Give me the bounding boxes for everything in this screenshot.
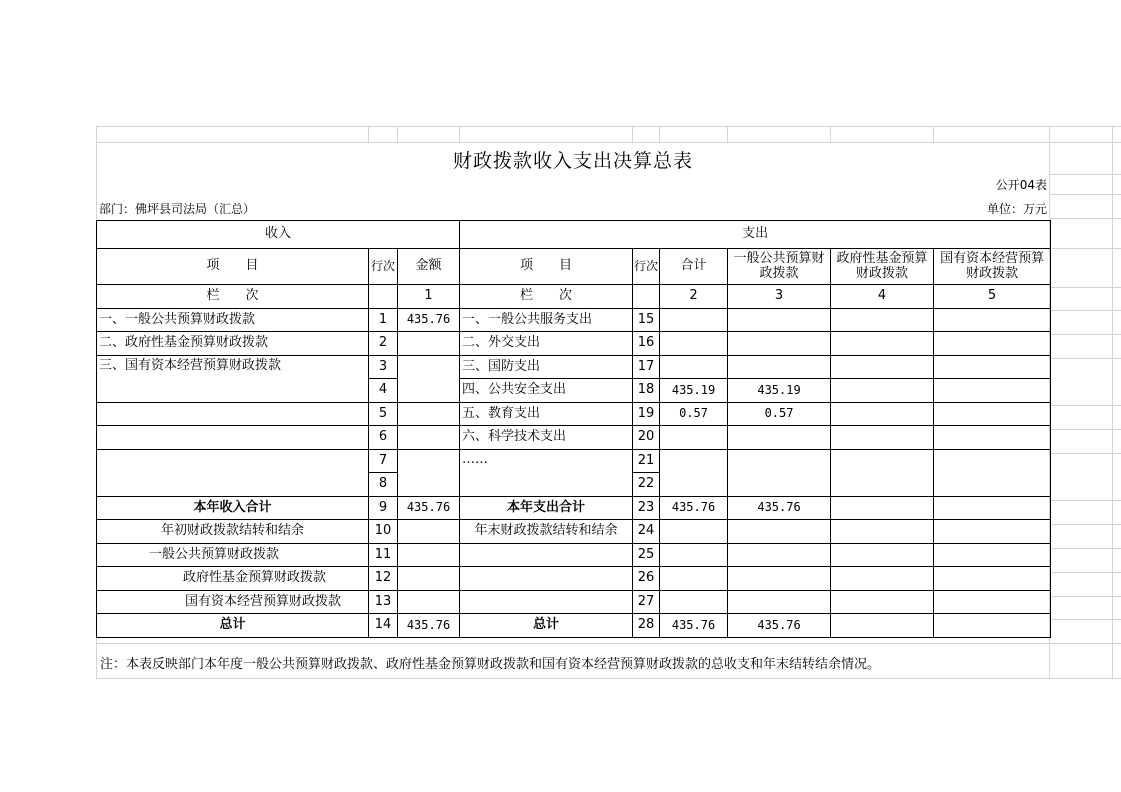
- expense-item: [460, 543, 633, 567]
- income-amount-header: 金额: [398, 249, 460, 285]
- state-capital-amount: [934, 567, 1051, 591]
- col-number: 5: [934, 285, 1051, 309]
- table-row: [97, 496, 1051, 520]
- income-line: 8: [369, 473, 398, 497]
- section-header-row: [97, 221, 1051, 249]
- state-capital-amount: [934, 355, 1051, 379]
- expense-item: 年末财政拨款结转和结余: [460, 520, 633, 544]
- expense-total: [660, 520, 728, 544]
- general-budget-amount: [728, 543, 831, 567]
- gov-fund-amount: [831, 379, 934, 403]
- expense-line-header: 行次: [633, 249, 660, 285]
- gov-fund-amount: [831, 567, 934, 591]
- state-capital-amount: [934, 449, 1051, 496]
- general-budget-amount: [728, 355, 831, 379]
- income-item: 本年收入合计: [97, 496, 369, 520]
- table-row: [97, 426, 1051, 450]
- expense-item: 四、公共安全支出: [460, 379, 633, 403]
- income-item: 政府性基金预算财政拨款: [97, 567, 369, 591]
- general-budget-amount: 435.19: [728, 379, 831, 403]
- general-budget-amount: [728, 567, 831, 591]
- state-capital-amount: [934, 590, 1051, 614]
- expense-item: ……: [460, 449, 633, 496]
- income-item: 年初财政拨款结转和结余: [97, 520, 369, 544]
- income-line: 12: [369, 567, 398, 591]
- state-capital-amount: [934, 379, 1051, 403]
- gov-fund-amount: [831, 402, 934, 426]
- expense-total: 435.76: [660, 496, 728, 520]
- state-capital-amount: [934, 332, 1051, 356]
- expense-line: 20: [633, 426, 660, 450]
- income-item-header: 项 目: [97, 249, 369, 285]
- column-number-row: [97, 285, 1051, 309]
- income-item: 总计: [97, 614, 369, 638]
- state-capital-amount: [934, 402, 1051, 426]
- gov-fund-amount: [831, 355, 934, 379]
- income-line: 9: [369, 496, 398, 520]
- expense-item: [460, 590, 633, 614]
- income-item: 二、政府性基金预算财政拨款: [97, 332, 369, 356]
- footnote: 注：本表反映部门本年度一般公共预算财政拨款、政府性基金预算财政拨款和国有资本经营预算财政拨款的总收支和年末结转结余情况。: [100, 657, 881, 672]
- income-amount: [398, 402, 460, 426]
- table-row: [97, 590, 1051, 614]
- general-budget-amount: 435.76: [728, 614, 831, 638]
- form-number: 公开04表: [995, 178, 1047, 192]
- empty-cell: [369, 285, 398, 309]
- expense-item-header: 项 目: [460, 249, 633, 285]
- income-line: 3: [369, 355, 398, 379]
- table-row: [97, 355, 1051, 379]
- gov-fund-amount: [831, 543, 934, 567]
- expense-total: 435.19: [660, 379, 728, 403]
- general-budget-amount: [728, 590, 831, 614]
- income-amount: 435.76: [398, 614, 460, 638]
- expense-item: 总计: [460, 614, 633, 638]
- expense-total: 0.57: [660, 402, 728, 426]
- gov-fund-amount: [831, 449, 934, 496]
- col-label-income: 栏 次: [97, 285, 369, 309]
- income-amount: [398, 332, 460, 356]
- general-budget-amount: [728, 426, 831, 450]
- expense-item: 二、外交支出: [460, 332, 633, 356]
- general-budget-header: 一般公共预算财政拨款: [728, 249, 831, 285]
- expense-line: 18: [633, 379, 660, 403]
- table-row: [97, 332, 1051, 356]
- gov-fund-amount: [831, 332, 934, 356]
- income-item: 国有资本经营预算财政拨款: [97, 590, 369, 614]
- income-item: 一般公共预算财政拨款: [97, 543, 369, 567]
- expense-total: [660, 355, 728, 379]
- income-item: 三、国有资本经营预算财政拨款: [97, 355, 369, 402]
- expense-line: 27: [633, 590, 660, 614]
- general-budget-amount: [728, 449, 831, 496]
- table-row: [97, 567, 1051, 591]
- income-amount: [398, 590, 460, 614]
- expense-total: [660, 567, 728, 591]
- expense-total: 435.76: [660, 614, 728, 638]
- state-capital-amount: [934, 614, 1051, 638]
- col-number: 2: [660, 285, 728, 309]
- department-label: 部门：佛坪县司法局（汇总）: [99, 202, 256, 216]
- expense-total: [660, 426, 728, 450]
- income-line: 10: [369, 520, 398, 544]
- expense-line: 23: [633, 496, 660, 520]
- income-line: 7: [369, 449, 398, 473]
- expense-line: 25: [633, 543, 660, 567]
- column-header-row: [97, 249, 1051, 285]
- expense-line: 17: [633, 355, 660, 379]
- income-amount: [398, 426, 460, 450]
- income-amount: [398, 543, 460, 567]
- expense-line: 19: [633, 402, 660, 426]
- income-amount: [398, 355, 460, 402]
- state-capital-amount: [934, 520, 1051, 544]
- expense-line: 16: [633, 332, 660, 356]
- income-line: 1: [369, 308, 398, 332]
- expense-total-header: 合计: [660, 249, 728, 285]
- gov-fund-amount: [831, 614, 934, 638]
- general-budget-amount: 435.76: [728, 496, 831, 520]
- income-amount: 435.76: [398, 308, 460, 332]
- gov-fund-amount: [831, 308, 934, 332]
- table-row: [97, 614, 1051, 638]
- income-line: 6: [369, 426, 398, 450]
- income-amount: [398, 567, 460, 591]
- expense-line: 26: [633, 567, 660, 591]
- income-amount: [398, 520, 460, 544]
- income-item: [97, 426, 369, 450]
- state-capital-amount: [934, 308, 1051, 332]
- expense-line: 21: [633, 449, 660, 473]
- income-item: [97, 402, 369, 426]
- state-capital-header: 国有资本经营预算财政拨款: [934, 249, 1051, 285]
- expense-item: 三、国防支出: [460, 355, 633, 379]
- expense-item: 五、教育支出: [460, 402, 633, 426]
- col-number: 3: [728, 285, 831, 309]
- income-line-header: 行次: [369, 249, 398, 285]
- table-row: [97, 402, 1051, 426]
- expense-item: 本年支出合计: [460, 496, 633, 520]
- general-budget-amount: 0.57: [728, 402, 831, 426]
- income-amount: [398, 449, 460, 496]
- general-budget-amount: [728, 308, 831, 332]
- col-number: 4: [831, 285, 934, 309]
- expense-header: 支出: [460, 221, 1051, 249]
- expense-line: 22: [633, 473, 660, 497]
- state-capital-amount: [934, 426, 1051, 450]
- table-row: [97, 543, 1051, 567]
- expense-item: 六、科学技术支出: [460, 426, 633, 450]
- table-row: [97, 449, 1051, 473]
- income-item: 一、一般公共预算财政拨款: [97, 308, 369, 332]
- expense-total: [660, 308, 728, 332]
- gov-fund-header: 政府性基金预算财政拨款: [831, 249, 934, 285]
- unit-label: 单位：万元: [986, 202, 1047, 216]
- expense-total: [660, 332, 728, 356]
- income-amount: 435.76: [398, 496, 460, 520]
- income-line: 11: [369, 543, 398, 567]
- general-budget-amount: [728, 520, 831, 544]
- col-label-expense: 栏 次: [460, 285, 633, 309]
- report-title: 财政拨款收入支出决算总表: [452, 150, 693, 172]
- expense-item: [460, 567, 633, 591]
- expense-total: [660, 590, 728, 614]
- income-item: [97, 449, 369, 496]
- table-row: [97, 520, 1051, 544]
- empty-cell: [633, 285, 660, 309]
- expense-line: 28: [633, 614, 660, 638]
- expense-line: 15: [633, 308, 660, 332]
- income-header: 收入: [97, 221, 460, 249]
- expense-line: 24: [633, 520, 660, 544]
- expense-total: [660, 543, 728, 567]
- gov-fund-amount: [831, 496, 934, 520]
- income-line: 13: [369, 590, 398, 614]
- budget-table: [96, 220, 1051, 638]
- income-line: 2: [369, 332, 398, 356]
- col-number: 1: [398, 285, 460, 309]
- general-budget-amount: [728, 332, 831, 356]
- gov-fund-amount: [831, 520, 934, 544]
- income-line: 14: [369, 614, 398, 638]
- state-capital-amount: [934, 543, 1051, 567]
- expense-item: 一、一般公共服务支出: [460, 308, 633, 332]
- income-line: 4: [369, 379, 398, 403]
- table-row: [97, 308, 1051, 332]
- income-line: 5: [369, 402, 398, 426]
- expense-total: [660, 449, 728, 496]
- state-capital-amount: [934, 496, 1051, 520]
- gov-fund-amount: [831, 590, 934, 614]
- gov-fund-amount: [831, 426, 934, 450]
